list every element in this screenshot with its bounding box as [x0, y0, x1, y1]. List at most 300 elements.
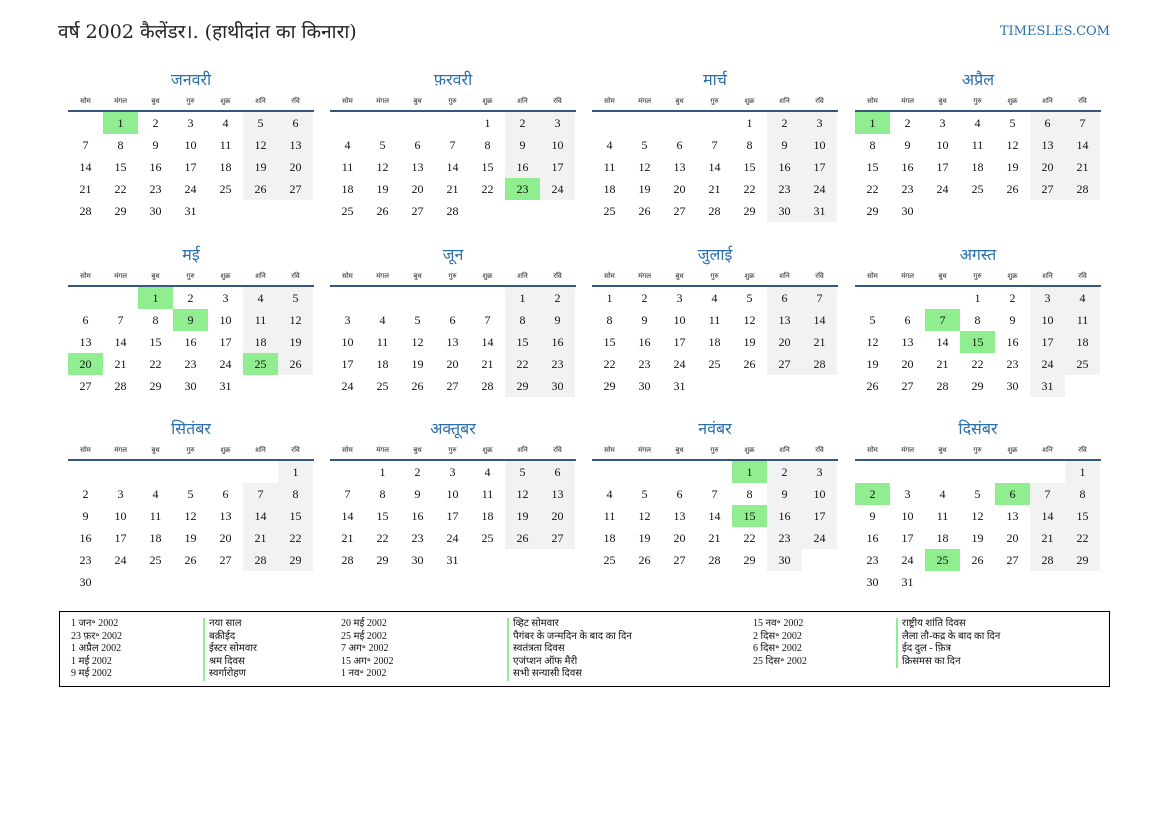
holiday-legend	[59, 611, 1110, 687]
month-block	[68, 419, 314, 593]
day-cell: 13	[1030, 134, 1065, 156]
weekday-header	[592, 439, 838, 461]
day-cell: 15	[505, 331, 540, 353]
day-cell: 21	[446, 182, 459, 196]
day-cell: 28	[1065, 178, 1100, 200]
day-cell: 13	[219, 509, 232, 523]
day-cell: 5	[379, 138, 386, 152]
day-cell: 19	[743, 335, 756, 349]
weekday-label: रवि	[291, 446, 300, 454]
day-cell: 15	[603, 335, 616, 349]
day-cell: 12	[243, 134, 278, 156]
empty-day-cell	[925, 461, 960, 483]
day-cell: 4	[379, 313, 386, 327]
weekday-label: शुक्र	[482, 446, 493, 454]
day-cell: 30	[411, 553, 424, 567]
holiday-date: 23 फ़र॰ 2002	[71, 630, 123, 642]
weekday-header	[592, 265, 838, 287]
day-cell: 24	[901, 553, 914, 567]
empty-day-cell	[662, 461, 697, 483]
day-cell: 4	[484, 465, 491, 479]
day-cell: 19	[1006, 160, 1019, 174]
holiday-name: स्वर्गारोहण	[203, 668, 257, 681]
day-cell: 29	[603, 379, 616, 393]
day-cell: 26	[866, 379, 879, 393]
weekday-label: शुक्र	[1007, 446, 1018, 454]
empty-day-cell	[330, 287, 365, 309]
day-cell: 2	[187, 291, 194, 305]
holiday-date: 2 दिस॰ 2002	[753, 630, 802, 642]
day-cell: 17	[802, 156, 837, 178]
day-cell: 27	[1006, 553, 1019, 567]
day-cell: 17	[802, 505, 837, 527]
empty-day-cell	[103, 461, 138, 483]
day-cell: 17	[219, 335, 232, 349]
day-cell: 28	[114, 379, 127, 393]
day-cell: 20	[767, 331, 802, 353]
day-cell: 18	[1065, 331, 1100, 353]
weekday-label: रवि	[815, 272, 824, 280]
day-cell: 22	[743, 531, 756, 545]
day-cell: 13	[767, 309, 802, 331]
weekday-label: रवि	[1078, 446, 1087, 454]
day-cell: 28	[802, 353, 837, 375]
day-cell: 3	[117, 487, 124, 501]
day-cell: 9	[414, 487, 421, 501]
day-cell: 14	[79, 160, 92, 174]
weekday-label: गुरु	[710, 272, 719, 280]
day-cell: 16	[767, 156, 802, 178]
weekday-label: मंगल	[114, 446, 127, 454]
empty-day-cell	[243, 461, 278, 483]
holiday-day-cell: 15	[732, 505, 767, 527]
day-cell: 26	[638, 204, 651, 218]
day-cell: 25	[708, 357, 721, 371]
empty-day-cell	[365, 112, 400, 134]
day-cell: 11	[603, 160, 616, 174]
day-cell: 20	[540, 505, 575, 527]
holiday-name: सभी सन्यासी दिवस	[507, 668, 632, 681]
day-cell: 23	[866, 553, 879, 567]
day-cell: 15	[743, 160, 756, 174]
day-cell: 21	[79, 182, 92, 196]
day-cell: 29	[376, 553, 389, 567]
day-cell: 29	[866, 204, 879, 218]
day-cell: 4	[152, 487, 159, 501]
day-cell: 8	[152, 313, 159, 327]
day-cell: 23	[79, 553, 92, 567]
day-cell: 20	[673, 531, 686, 545]
day-cell: 5	[974, 487, 981, 501]
day-cell: 10	[540, 134, 575, 156]
day-cell: 26	[243, 178, 278, 200]
empty-day-cell	[138, 461, 173, 483]
month-name: अक्तूबर	[430, 419, 476, 438]
empty-day-cell	[68, 112, 103, 134]
day-cell: 21	[936, 357, 949, 371]
weekday-label: सोम	[342, 272, 353, 280]
day-cell: 16	[866, 531, 879, 545]
day-cell: 5	[1009, 116, 1016, 130]
weekday-label: शनि	[517, 446, 528, 454]
day-cell: 12	[278, 309, 313, 331]
day-cell: 2	[904, 116, 911, 130]
month-name: जुलाई	[697, 245, 733, 264]
holiday-date: 1 अप्रैल 2002	[71, 643, 122, 654]
holiday-day-cell: 1	[732, 461, 767, 483]
day-cell: 8	[974, 313, 981, 327]
day-cell: 18	[708, 335, 721, 349]
day-cell: 12	[184, 509, 197, 523]
day-cell: 6	[767, 287, 802, 309]
day-cell: 18	[936, 531, 949, 545]
day-cell: 30	[901, 204, 914, 218]
day-cell: 9	[641, 313, 648, 327]
day-cell: 27	[278, 178, 313, 200]
month-name: अप्रैल	[961, 70, 995, 89]
day-cell: 22	[149, 357, 162, 371]
weekday-label: मंगल	[901, 446, 914, 454]
day-cell: 27	[540, 527, 575, 549]
weekday-label: बुध	[938, 272, 947, 280]
day-grid	[68, 461, 314, 593]
day-cell: 27	[673, 553, 686, 567]
day-cell: 16	[505, 156, 540, 178]
day-cell: 3	[676, 291, 683, 305]
day-cell: 30	[767, 200, 802, 222]
weekday-label: शनि	[255, 446, 266, 454]
holiday-day-cell: 9	[173, 309, 208, 331]
day-cell: 14	[243, 505, 278, 527]
day-cell: 27	[673, 204, 686, 218]
day-cell: 18	[603, 531, 616, 545]
empty-day-cell	[173, 461, 208, 483]
day-cell: 13	[446, 335, 459, 349]
day-cell: 17	[673, 335, 686, 349]
day-cell: 5	[505, 461, 540, 483]
day-cell: 16	[79, 531, 92, 545]
day-cell: 10	[673, 313, 686, 327]
day-cell: 3	[1030, 287, 1065, 309]
weekday-label: बुध	[413, 272, 422, 280]
day-cell: 9	[869, 509, 876, 523]
empty-day-cell	[330, 112, 365, 134]
holiday-name: एजंप्शन ऑफ मैरी	[507, 656, 632, 669]
day-cell: 21	[1030, 527, 1065, 549]
day-cell: 29	[278, 549, 313, 571]
day-cell: 11	[376, 335, 389, 349]
holiday-date: 6 दिस॰ 2002	[753, 643, 802, 654]
holiday-day-cell: 23	[505, 178, 540, 200]
month-block	[855, 245, 1101, 397]
empty-day-cell	[627, 112, 662, 134]
day-cell: 23	[767, 527, 802, 549]
month-name: नवंबर	[698, 419, 732, 438]
holiday-day-cell: 20	[68, 353, 103, 375]
day-grid	[855, 112, 1101, 222]
day-cell: 5	[414, 313, 421, 327]
day-cell: 15	[278, 505, 313, 527]
day-cell: 20	[219, 531, 232, 545]
day-cell: 28	[446, 204, 459, 218]
weekday-label: सोम	[604, 97, 615, 105]
day-cell: 18	[149, 531, 162, 545]
day-cell: 17	[1030, 331, 1065, 353]
day-cell: 13	[901, 335, 914, 349]
day-cell: 4	[344, 138, 351, 152]
day-cell: 14	[802, 309, 837, 331]
day-cell: 13	[540, 483, 575, 505]
day-cell: 23	[411, 531, 424, 545]
day-cell: 18	[603, 182, 616, 196]
day-cell: 25	[603, 553, 616, 567]
weekday-label: सोम	[80, 446, 91, 454]
legend-dates-column	[341, 618, 394, 681]
day-cell: 5	[641, 487, 648, 501]
weekday-header	[330, 439, 576, 461]
day-cell: 27	[446, 379, 459, 393]
day-cell: 24	[114, 553, 127, 567]
day-cell: 10	[802, 483, 837, 505]
day-cell: 19	[278, 331, 313, 353]
weekday-label: रवि	[815, 446, 824, 454]
empty-day-cell	[890, 287, 925, 309]
day-cell: 12	[1006, 138, 1019, 152]
day-cell: 30	[638, 379, 651, 393]
day-cell: 13	[673, 160, 686, 174]
holiday-date: 1 नव॰ 2002	[341, 668, 387, 679]
day-cell: 19	[376, 182, 389, 196]
day-cell: 14	[114, 335, 127, 349]
empty-day-cell	[925, 287, 960, 309]
legend-names-column	[203, 618, 257, 681]
empty-day-cell	[592, 112, 627, 134]
weekday-label: मंगल	[638, 446, 651, 454]
legend-names-column	[896, 618, 1000, 668]
weekday-header	[855, 439, 1101, 461]
day-cell: 17	[446, 509, 459, 523]
day-grid	[330, 287, 576, 397]
holiday-date: 7 अग॰ 2002	[341, 643, 389, 654]
empty-day-cell	[627, 461, 662, 483]
day-cell: 21	[1065, 156, 1100, 178]
empty-day-cell	[208, 461, 243, 483]
day-cell: 17	[540, 156, 575, 178]
day-cell: 18	[376, 357, 389, 371]
weekday-label: सोम	[867, 97, 878, 105]
day-cell: 31	[184, 204, 197, 218]
weekday-header	[68, 265, 314, 287]
day-cell: 18	[219, 160, 232, 174]
holiday-name: क्रिसमस का दिन	[896, 656, 1000, 669]
weekday-label: मंगल	[376, 272, 389, 280]
holiday-day-cell: 1	[103, 112, 138, 134]
empty-day-cell	[1030, 461, 1065, 483]
empty-day-cell	[435, 112, 470, 134]
weekday-label: शनि	[255, 272, 266, 280]
month-block	[855, 419, 1101, 593]
legend-dates-column	[71, 618, 122, 681]
day-cell: 7	[1065, 112, 1100, 134]
day-cell: 30	[79, 575, 92, 589]
day-cell: 26	[638, 553, 651, 567]
weekday-label: सोम	[604, 446, 615, 454]
day-cell: 7	[711, 138, 718, 152]
weekday-label: बुध	[675, 272, 684, 280]
day-cell: 4	[711, 291, 718, 305]
day-cell: 3	[344, 313, 351, 327]
day-cell: 11	[1065, 309, 1100, 331]
day-cell: 15	[1065, 505, 1100, 527]
day-cell: 31	[1030, 375, 1065, 397]
day-cell: 7	[711, 487, 718, 501]
weekday-label: गुरु	[448, 446, 457, 454]
day-cell: 16	[901, 160, 914, 174]
day-cell: 14	[481, 335, 494, 349]
day-cell: 24	[184, 182, 197, 196]
weekday-label: शनि	[779, 446, 790, 454]
day-cell: 23	[184, 357, 197, 371]
day-cell: 16	[411, 509, 424, 523]
weekday-label: शुक्र	[1007, 272, 1018, 280]
day-cell: 7	[344, 487, 351, 501]
holiday-date: 15 नव॰ 2002	[753, 618, 804, 629]
day-cell: 9	[540, 309, 575, 331]
day-cell: 2	[767, 112, 802, 134]
holiday-day-cell: 15	[960, 331, 995, 353]
day-cell: 6	[449, 313, 456, 327]
empty-day-cell	[697, 461, 732, 483]
day-cell: 15	[149, 335, 162, 349]
holiday-name: नया साल	[203, 618, 257, 631]
weekday-label: गुरु	[710, 446, 719, 454]
day-cell: 13	[79, 335, 92, 349]
day-cell: 28	[79, 204, 92, 218]
day-cell: 7	[117, 313, 124, 327]
legend-dates-column	[753, 618, 807, 668]
day-cell: 22	[505, 353, 540, 375]
day-cell: 4	[606, 138, 613, 152]
day-cell: 22	[1065, 527, 1100, 549]
weekday-label: गुरु	[186, 446, 195, 454]
holiday-name: बक़ीईद	[203, 631, 257, 644]
day-cell: 4	[939, 487, 946, 501]
weekday-header	[855, 265, 1101, 287]
weekday-label: गुरु	[186, 272, 195, 280]
day-grid	[592, 287, 838, 397]
holiday-date: 20 मई 2002	[341, 618, 387, 629]
day-cell: 21	[243, 527, 278, 549]
day-cell: 12	[376, 160, 389, 174]
day-cell: 12	[638, 509, 651, 523]
day-cell: 10	[114, 509, 127, 523]
day-cell: 2	[505, 112, 540, 134]
day-cell: 24	[673, 357, 686, 371]
month-block	[592, 70, 838, 222]
day-cell: 22	[481, 182, 494, 196]
day-cell: 14	[1065, 134, 1100, 156]
month-block	[330, 70, 576, 222]
day-cell: 3	[187, 116, 194, 130]
day-cell: 17	[901, 531, 914, 545]
weekday-label: शुक्र	[482, 97, 493, 105]
day-cell: 21	[708, 182, 721, 196]
day-cell: 1	[278, 461, 313, 483]
empty-day-cell	[960, 461, 995, 483]
holiday-date: 25 दिस॰ 2002	[753, 655, 807, 667]
day-cell: 8	[379, 487, 386, 501]
weekday-label: गुरु	[973, 446, 982, 454]
holiday-name: श्रम दिवस	[203, 656, 257, 669]
day-cell: 1	[746, 116, 753, 130]
day-cell: 3	[939, 116, 946, 130]
weekday-label: बुध	[675, 446, 684, 454]
day-cell: 22	[971, 357, 984, 371]
day-cell: 10	[1030, 309, 1065, 331]
weekday-label: सोम	[604, 272, 615, 280]
day-cell: 15	[481, 160, 494, 174]
day-cell: 23	[767, 178, 802, 200]
day-cell: 19	[243, 156, 278, 178]
holiday-day-cell: 1	[138, 287, 173, 309]
day-cell: 18	[341, 182, 354, 196]
day-cell: 6	[278, 112, 313, 134]
day-cell: 25	[341, 204, 354, 218]
day-cell: 3	[802, 461, 837, 483]
day-cell: 2	[641, 291, 648, 305]
day-cell: 20	[446, 357, 459, 371]
weekday-label: सोम	[342, 97, 353, 105]
day-cell: 4	[606, 487, 613, 501]
day-cell: 5	[869, 313, 876, 327]
day-cell: 20	[411, 182, 424, 196]
day-cell: 19	[411, 357, 424, 371]
day-cell: 25	[971, 182, 984, 196]
day-cell: 16	[767, 505, 802, 527]
weekday-label: रवि	[553, 272, 562, 280]
day-cell: 16	[1006, 335, 1019, 349]
weekday-label: गुरु	[710, 97, 719, 105]
day-cell: 29	[1065, 549, 1100, 571]
holiday-day-cell: 2	[855, 483, 890, 505]
empty-day-cell	[995, 461, 1030, 483]
weekday-label: गुरु	[448, 272, 457, 280]
day-cell: 28	[936, 379, 949, 393]
day-cell: 2	[767, 461, 802, 483]
weekday-label: शुक्र	[220, 446, 231, 454]
site-link[interactable]: TIMESLES.COM	[999, 24, 1110, 39]
day-cell: 22	[866, 182, 879, 196]
day-cell: 19	[638, 531, 651, 545]
day-cell: 25	[149, 553, 162, 567]
weekday-label: शुक्र	[482, 272, 493, 280]
day-grid	[330, 112, 576, 222]
month-block	[855, 70, 1101, 222]
day-cell: 17	[936, 160, 949, 174]
day-cell: 8	[746, 138, 753, 152]
day-cell: 21	[341, 531, 354, 545]
day-cell: 8	[484, 138, 491, 152]
day-cell: 15	[376, 509, 389, 523]
weekday-label: शनि	[255, 97, 266, 105]
day-cell: 14	[446, 160, 459, 174]
day-cell: 30	[184, 379, 197, 393]
day-cell: 20	[1030, 156, 1065, 178]
day-cell: 9	[82, 509, 89, 523]
calendar-grid	[68, 0, 1102, 600]
day-cell: 14	[708, 160, 721, 174]
day-cell: 2	[82, 487, 89, 501]
